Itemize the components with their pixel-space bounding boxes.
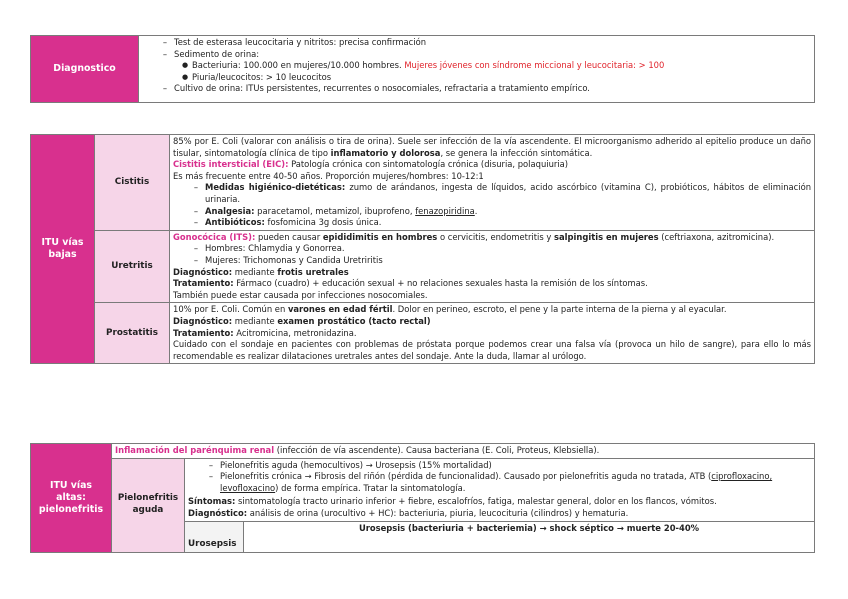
list-item: – Medidas higiénico-dietéticas: zumo de arándanos, ingesta de líquidos, acido ascórbico (vitamina C), probióticos, hábitos de eliminación urinaria.: [193, 182, 811, 204]
sintomas-diagnostico: Síntomas: sintomatología tracto urinario inferior + fiebre, escalofríos, fatiga, malestar general, dolor en los flancos, vómitos. Diagnóstico: análisis de orina (urocultivo + HC): bacteriuria, piuria, leucocituria (cilindros) y hematuria.: [185, 495, 815, 521]
urosepsis-text: Urosepsis (bacteriuria + bacteriemia) → shock séptico → muerte 20-40%: [244, 521, 815, 552]
itu-altas-table: [30, 443, 815, 553]
uretritis-label: Uretritis: [95, 230, 170, 303]
itu-bajas-label: ITU vías bajas: [31, 135, 95, 364]
diagnostico-content: [139, 36, 815, 103]
pielonefritis-content: [185, 458, 815, 495]
list-item: – Mujeres: Trichomonas y Candida Uretriritis: [193, 254, 383, 265]
prostatitis-content: 10% por E. Coli. Común en varones en edad fértil. Dolor en perineo, escroto, el pene y la parte interna de la pierna y al eyacular. Diagnóstico: mediante examen prostático (tacto rectal) Tratamiento: Acitromicina, metronidazina. Cuidado con el sondaje en pacientes con problemas de próstata porque podemos crear una falsa vía (provoca un hilo de sangre), para ello lo más recomendable es realizar dilataciones uretrales antes del sondaje. Ante la duda, llamar al urólogo.: [170, 303, 815, 364]
list-item: ● Piuria/leucocitos: > 10 leucocitos: [181, 71, 332, 82]
itu-bajas-table: [30, 134, 815, 364]
cistitis-content: 85% por E. Coli (valorar con análisis o tira de orina). Suele ser infección de la vía ascendente. El microorganismo adherido al epitelio produce un daño tisular, sintomatología clínica de tipo inflamatorio y dolorosa, se genera la infección sintomática. Cistitis intersticial (EIC): Patología crónica con sintomatología crónica (disuria, polaquiuria) Es más frecuente entre 40-50 años. Proporción mujeres/hombres: 10-12:1 – Medidas higiénico-dietéticas: zumo de arándanos, ingesta de líquidos, acido ascórbico (vitamina C), probióticos, hábitos de eliminación urinaria. – Analgesia: paracetamol, metamizol, ibuprofeno, fenazopiridina. – Antibióticos: fosfomicina 3g dosis única.: [170, 135, 815, 231]
prostatitis-label: Prostatitis: [95, 303, 170, 364]
list-item: – Sedimento de orina:: [162, 48, 260, 59]
altas-header: Inflamación del parénquima renal (infección de vía ascendente). Causa bacteriana (E. Coli, Proteus, Klebsiella).: [112, 444, 815, 459]
uretritis-content: Gonocócica (ITS): pueden causar epididimitis en hombres o cervicitis, endometritis y salpingitis en mujeres (ceftriaxona, azitromicina). – Hombres: Chlamydia y Gonorrea. – Mujeres: Trichomonas y Candida Uretriritis Diagnóstico: mediante frotis uretrales Tratamiento: Fármaco (cuadro) + educación sexual + no relaciones sexuales hasta la remisión de los síntomas. También puede estar causada por infecciones nosocomiales.: [170, 230, 815, 303]
diagnostico-label: Diagnostico: [31, 36, 139, 103]
list-item: – Pielonefritis aguda (hemocultivos) → Urosepsis (15% mortalidad): [208, 459, 492, 470]
highlight-text: Mujeres jóvenes con síndrome miccional y leucocitaria: > 100: [404, 60, 665, 71]
list-item: – Test de esterasa leucocitaria y nitritos: precisa confirmación: [162, 37, 427, 47]
itu-altas-label: ITU vías altas: pielonefritis: [31, 444, 112, 553]
diagnostico-table: [30, 35, 815, 103]
list-item: – Pielonefritis crónica → Fibrosis del riñón (pérdida de funcionalidad). Causado por pielonefritis aguda no tratada, ATB (ciprofloxacino, levofloxacino) de forma empírica. Tratar la sintomatología.: [208, 471, 773, 493]
pielonefritis-aguda-label: Pielonefritis aguda: [112, 458, 185, 552]
list-item: – Analgesia: paracetamol, metamizol, ibuprofeno, fenazopiridina.: [193, 205, 478, 216]
list-item: – Hombres: Chlamydia y Gonorrea.: [193, 243, 345, 254]
urosepsis-label: Urosepsis: [185, 521, 244, 552]
cistitis-label: Cistitis: [95, 135, 170, 231]
list-item: – Antibióticos: fosfomicina 3g dosis única.: [193, 217, 382, 228]
list-item: – Cultivo de orina: ITUs persistentes, recurrentes o nosocomiales, refractaria a tratamiento empírico.: [162, 83, 590, 94]
list-item: ● Bacteriuria: 100.000 en mujeres/10.000 hombres. Mujeres jóvenes con síndrome miccional y leucocitaria: > 100: [181, 60, 665, 71]
